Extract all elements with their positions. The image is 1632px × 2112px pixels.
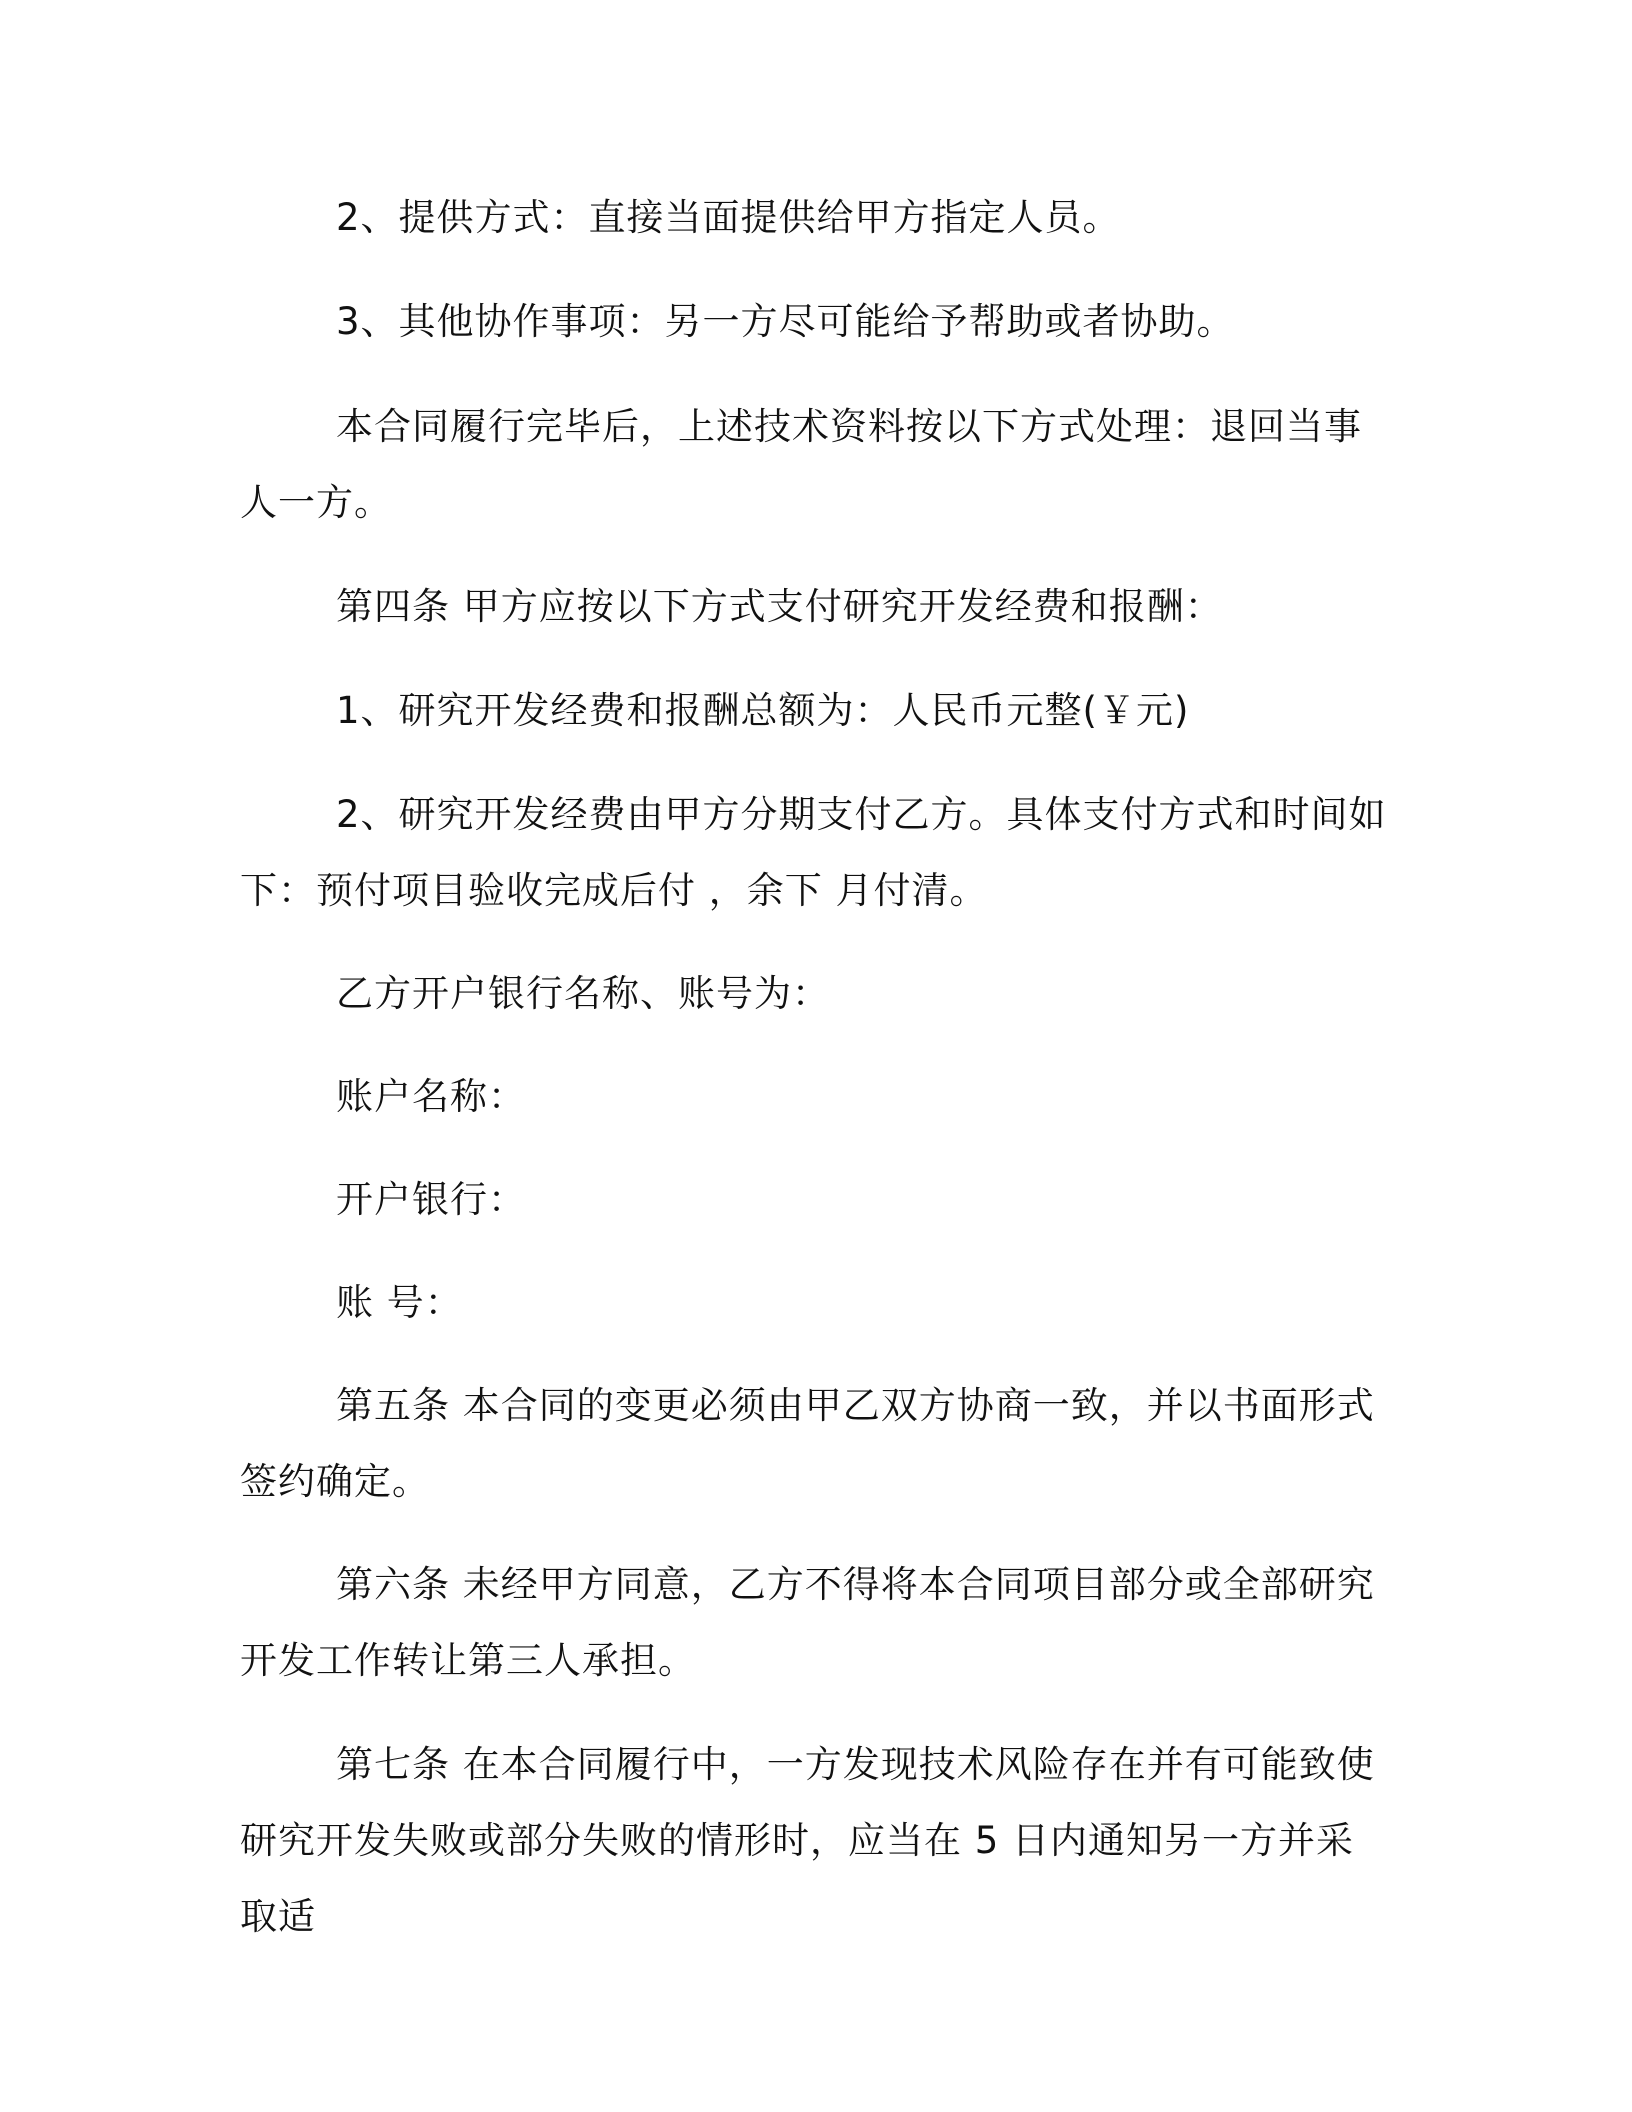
- paragraph-bank-account-intro: 乙方开户银行名称、账号为：: [336, 972, 830, 1015]
- paragraph-installment-payment: 2、研究开发经费由甲方分期支付乙方。具体支付方式和时间如下：预付项目验收完成后付 ，余下 月付清。: [240, 793, 1387, 912]
- paragraph-article-five: 第五条 本合同的变更必须由甲乙双方协商一致，并以书面形式签约确定。: [240, 1384, 1375, 1503]
- paragraph-article-four: 第四条 甲方应按以下方式支付研究开发经费和报酬：: [336, 585, 1223, 628]
- paragraph-bank-name: 开户银行：: [336, 1178, 526, 1221]
- paragraph-account-name: 账户名称：: [336, 1075, 526, 1118]
- paragraph-account-number: 账 号：: [336, 1281, 463, 1324]
- paragraph-materials-handling: 本合同履行完毕后，上述技术资料按以下方式处理：退回当事人一方。: [240, 405, 1362, 524]
- paragraph-article-seven: 第七条 在本合同履行中，一方发现技术风险存在并有可能致使研究开发失败或部分失败的情形时，应当在 5 日内通知另一方并采取适: [240, 1743, 1375, 1938]
- paragraph-article-six: 第六条 未经甲方同意，乙方不得将本合同项目部分或全部研究开发工作转让第三人承担。: [240, 1563, 1375, 1682]
- paragraph-provision-method: 2、提供方式：直接当面提供给甲方指定人员。: [336, 196, 1121, 239]
- paragraph-other-cooperation: 3、其他协作事项：另一方尽可能给予帮助或者协助。: [336, 300, 1235, 343]
- paragraph-total-amount: 1、研究开发经费和报酬总额为：人民币元整(￥元): [336, 689, 1190, 732]
